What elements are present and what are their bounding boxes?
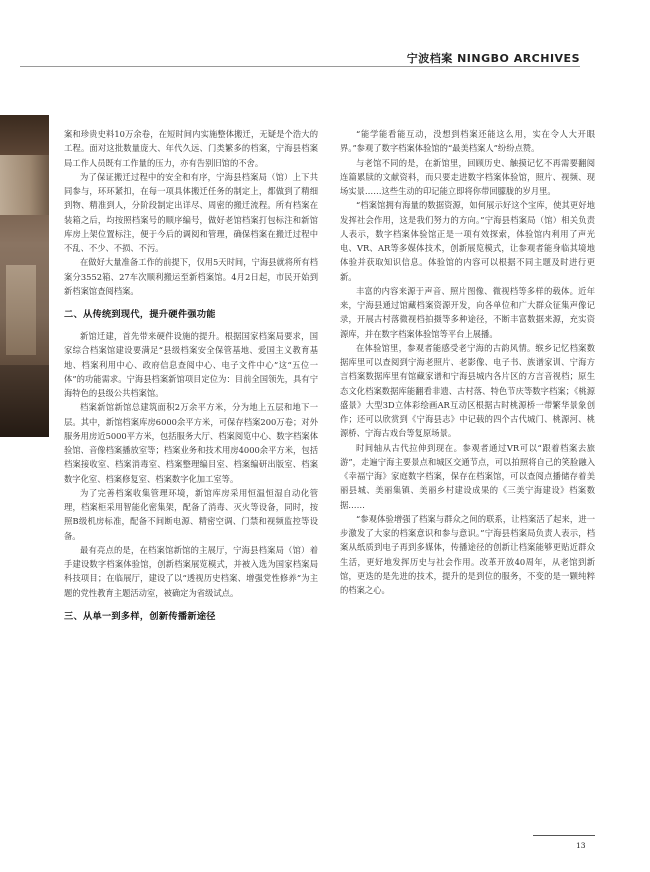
left-column bbox=[64, 127, 318, 631]
section-heading: 二、从传统到现代，提升硬件强功能 bbox=[64, 309, 216, 320]
paragraph: 在做好大量准备工作的前提下，仅用5天时间，宁海县就将所有档案分3552箱、27车次顺利搬运至新档案馆。4月2日起，市民开始到新档案馆查阅档案。 bbox=[64, 257, 318, 296]
section-heading: 三、从单一到多样，创新传播新途径 bbox=[64, 610, 216, 622]
right-column bbox=[340, 127, 595, 597]
paragraph: 为了完善档案收集管理环境，新馆库房采用恒温恒湿自动化管理，档案柜采用智能化密集架，配备了消毒、灭火等设备，同时，按照B级机房标准，配备不间断电源、精密空调、门禁和视频监控等设备。 bbox=[64, 487, 318, 541]
page-number: 13 bbox=[576, 841, 586, 850]
magazine-title: 宁波档案 NINGBO ARCHIVES bbox=[406, 52, 580, 65]
paragraph: 新馆迁建，首先带来硬件设施的提升。根据国家档案局要求，国家综合档案馆建设要满足“县级档案安全保管基地、爱国主义教育基地、档案利用中心、政府信息查阅中心、电子文件中心”这“五位一体”的功能需求。宁海县档案新馆项目定位为：目前全国领先，具有宁海特色的县级公共档案馆。 bbox=[64, 331, 318, 398]
paragraph: 在体验馆里，参观者能感受老宁海的古韵风情。缑乡记忆档案数据库里可以查阅到宁海老照片、老影像、电子书、族谱家训、宁海方言档案数据库里有馆藏家谱和宁海县城内各片区的方言音视档；原生态文化档案数据库能翻看非遗、古村落、特色节庆等数字档案；《桃源盛景》大型3D立体彩绘画AR互动区根据古时桃源桥一带繁华景象创作；还可以欣赏到《宁海县志》中记载的四个古代城门、桃源河、桃源桥、宁海古戏台等复原场景。 bbox=[340, 342, 595, 439]
header-rule bbox=[20, 66, 580, 67]
paragraph: 案和珍贵史料10万余卷，在短时间内实施整体搬迁，无疑是个浩大的工程。面对这批数量庞大、年代久远、门类繁多的档案，宁海县档案局工作人员既有工作量的压力，亦有告别旧馆的不舍。 bbox=[64, 129, 318, 168]
paragraph: 最有亮点的是，在档案馆新馆的主展厅，宁海县档案局（馆）着手建设数字档案体验馆，创新档案展览模式，并被入选为国家档案局科技项目；在临展厅，建设了以“透视历史档案、增强党性修养”为主题的党性教育主题活动室，被确定为省级试点。 bbox=[64, 544, 318, 598]
paragraph: 档案新馆新馆总建筑面积2万余平方米，分为地上五层和地下一层。其中，新馆档案库房6000余平方米，可保存档案200万卷；对外服务用房近5000平方米，包括服务大厅、档案阅览中心、数字档案体验馆、音像档案播放室等；档案业务和技术用房4000余平方米，包括档案接收室、档案消毒室、档案整理编目室、档案编研出版室、档案数字化室、档案修复室、档案数字化加工室等。 bbox=[64, 402, 318, 484]
paragraph: “档案馆拥有海量的数据资源，如何展示好这个宝库，使其更好地发挥社会作用，这是我们努力的方向。”宁海县档案局（馆）相关负责人表示，数字档案体验馆正是一项有效探索，体验馆内利用了声光电、VR、AR等多媒体技术，创新展览模式，让参观者能身临其境地体验并获取知识信息。体验馆的内容可以根据不同主题及时进行更新。 bbox=[340, 200, 595, 282]
paragraph: 为了保证搬迁过程中的安全和有序，宁海县档案局（馆）上下共同参与，环环紧扣，在每一项具体搬迁任务的制定上，都做到了精细到物、精准到人，分阶段制定出详尽、周密的搬迁流程。所有档案在装箱之后，均按照档案号的顺序编号，做好老馆档案打包标注和新馆库房上架位置标注，便于今后的调阅和管理，确保档案在搬迁过程中不乱、不少、不损、不污。 bbox=[64, 171, 318, 253]
paragraph: 与老馆不同的是，在新馆里，回顾历史、触摸记忆不再需要翻阅连篇累牍的文献资料，而只要走进数字档案体验馆，照片、视频、现场实景……这些生动的印记能立即将你带回朦胧的岁月里。 bbox=[340, 157, 595, 196]
archive-interior-photo bbox=[0, 115, 49, 437]
footer-rule bbox=[533, 835, 595, 836]
paragraph: 丰富的内容来源于声音、照片图像、微视档等多样的载体。近年来，宁海县通过馆藏档案资源开发，向各单位和广大群众征集声像记录，开展古村落微视档拍摄等多种途径，不断丰富数据来源，充实资源库，并在数字档案体验馆等平台上展播。 bbox=[340, 285, 595, 339]
paragraph: 时间轴从古代拉伸到现在。参观者通过VR可以“跟着档案去旅游”，走遍宁海主要景点和城区交通节点，可以拍照将自己的笑脸融入《幸福宁海》家庭数字档案，保存在档案馆，可以查阅点播储存着美丽县城、美丽集镇、美丽乡村建设成果的《三美宁海建设》档案数据…… bbox=[340, 442, 595, 510]
paragraph: “能学能看能互动，没想到档案还能这么用，实在令人大开眼界。”参观了数字档案体验馆的“最美档案人”纷纷点赞。 bbox=[340, 129, 595, 154]
paragraph: “参观体验增强了档案与群众之间的联系，让档案活了起来，进一步激发了大家的档案意识和参与意识。”宁海县档案局负责人表示，档案从纸质到电子再到多媒体，传播途径的创新让档案能够更贴近群众生活，更好地发挥历史与社会作用。改革开放40周年，从老馆到新馆，更迭的是先进的技术，提升的是到位的服务，不变的是一颗纯粹的档案之心。 bbox=[340, 513, 595, 595]
